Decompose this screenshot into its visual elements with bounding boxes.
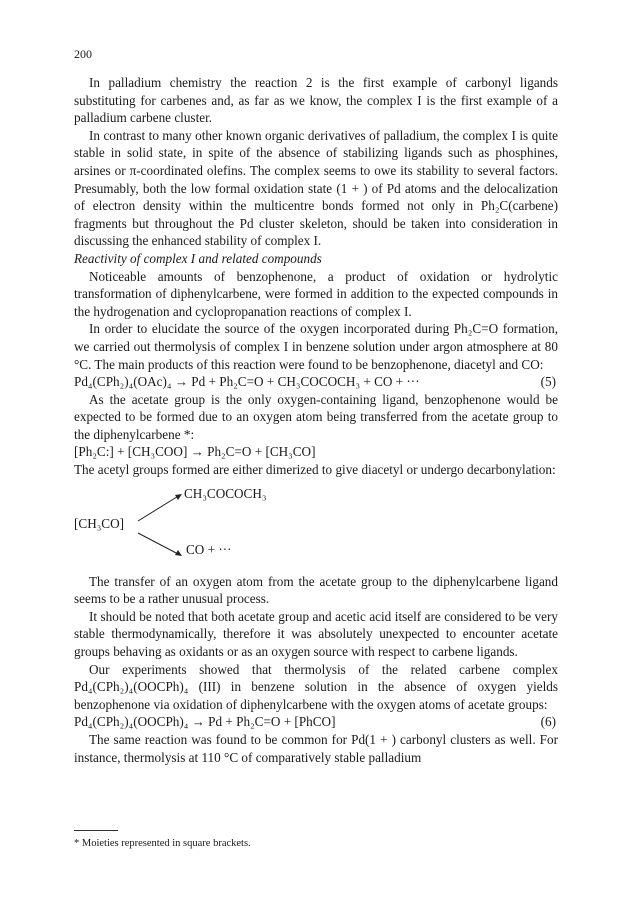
paragraph: The acetyl groups formed are either dimerized to give diacetyl or undergo decarbonylation: — [74, 462, 556, 478]
equation-number: (5) — [540, 374, 556, 390]
equation-carbene: [Ph₂C:] + [CH₃COO] → Ph₂C=O + [CH₃CO] — [74, 444, 316, 460]
paragraph: Our experiments showed that thermolysis of the related carbene complex Pd₄(CPh₂)₄(OOCPh)₄ (III) in benzene solution in the absence of oxygen yields benzophenone via oxidation of diphenylcarbene with the oxygen atoms of acetate groups: — [74, 661, 558, 712]
paragraph: The transfer of an oxygen atom from the acetate group to the diphenylcarbene ligand seems to be a rather unusual process. — [74, 573, 558, 607]
equation-number: (6) — [540, 714, 556, 730]
paragraph: In palladium chemistry the reaction 2 is the first example of carbonyl ligands substituting for carbenes and, as far as we know, the complex I is the first example of a palladium carbene cluster. — [74, 75, 558, 126]
paragraph: The same reaction was found to be common for Pd(1 + ) carbonyl clusters as well. For instance, thermolysis at 110 °C of comparatively stable palladium — [74, 732, 558, 765]
paragraph: In order to elucidate the source of the oxygen incorporated during Ph₂C=O formation, we carried out thermolysis of complex I in benzene solution under argon atmosphere at 80 °C. The main products of this reaction were found to be benzophenone, diacetyl and CO: — [74, 321, 558, 372]
equation-5 — [74, 373, 558, 391]
scheme-arrows — [136, 491, 186, 561]
scheme-product-diacetyl: CH₃COCOCH₃ — [184, 485, 267, 501]
scheme-product-co: CO + ··· — [186, 541, 232, 557]
section-heading: Reactivity of complex I and related compounds — [74, 250, 322, 266]
reaction-scheme — [74, 481, 558, 569]
paragraph: As the acetate group is the only oxygen-containing ligand, benzophenone would be expected to be formed due to an oxygen atom being transferred from the acetate group to the diphenylcarbene *: — [74, 391, 558, 442]
page-number: 200 — [74, 47, 92, 61]
paragraph: Noticeable amounts of benzophenone, a product of oxidation or hydrolytic transformation of diphenylcarbene, were formed in addition to the expected compounds in the hydrogenation and cyclopropanation reactions of complex I. — [74, 268, 558, 319]
equation-6 — [74, 713, 558, 731]
body-text — [74, 74, 558, 766]
paragraph: It should be noted that both acetate group and acetic acid itself are considered to be very stable thermodynamically, therefore it was absolutely unexpected to encounter acetate groups behaving as oxidants or as an oxygen source with respect to carbene ligands. — [74, 608, 558, 660]
paragraph: In contrast to many other known organic derivatives of palladium, the complex I is quite stable in solid state, in spite of the absence of stabilizing ligands such as phosphines, arsines or π-coordinated olefins. The complex seems to owe its stability to several factors. Presumably, both the low formal oxidation state (1 + ) of Pd atoms and the delocalization of electron density within the multicentre bonds formed not only in Ph₂C(carbene) fragments but throughout the Pd cluster skeleton, should be taken into consideration in discussing the enhanced stability of complex I. — [74, 127, 558, 249]
footnote-rule — [74, 830, 118, 831]
scheme-reactant: [CH₃CO] — [74, 515, 125, 531]
equation-text: Pd₄(CPh₂)₄(OAc)₄ → Pd + Ph₂C=O + CH₃COCOCH₃ + CO + ··· — [74, 374, 420, 390]
equation-text: Pd₄(CPh₂)₄(OOCPh)₄ → Pd + Ph₂C=O + [PhCO] — [74, 714, 336, 730]
footnote: * Moieties represented in square brackets. — [74, 838, 251, 849]
